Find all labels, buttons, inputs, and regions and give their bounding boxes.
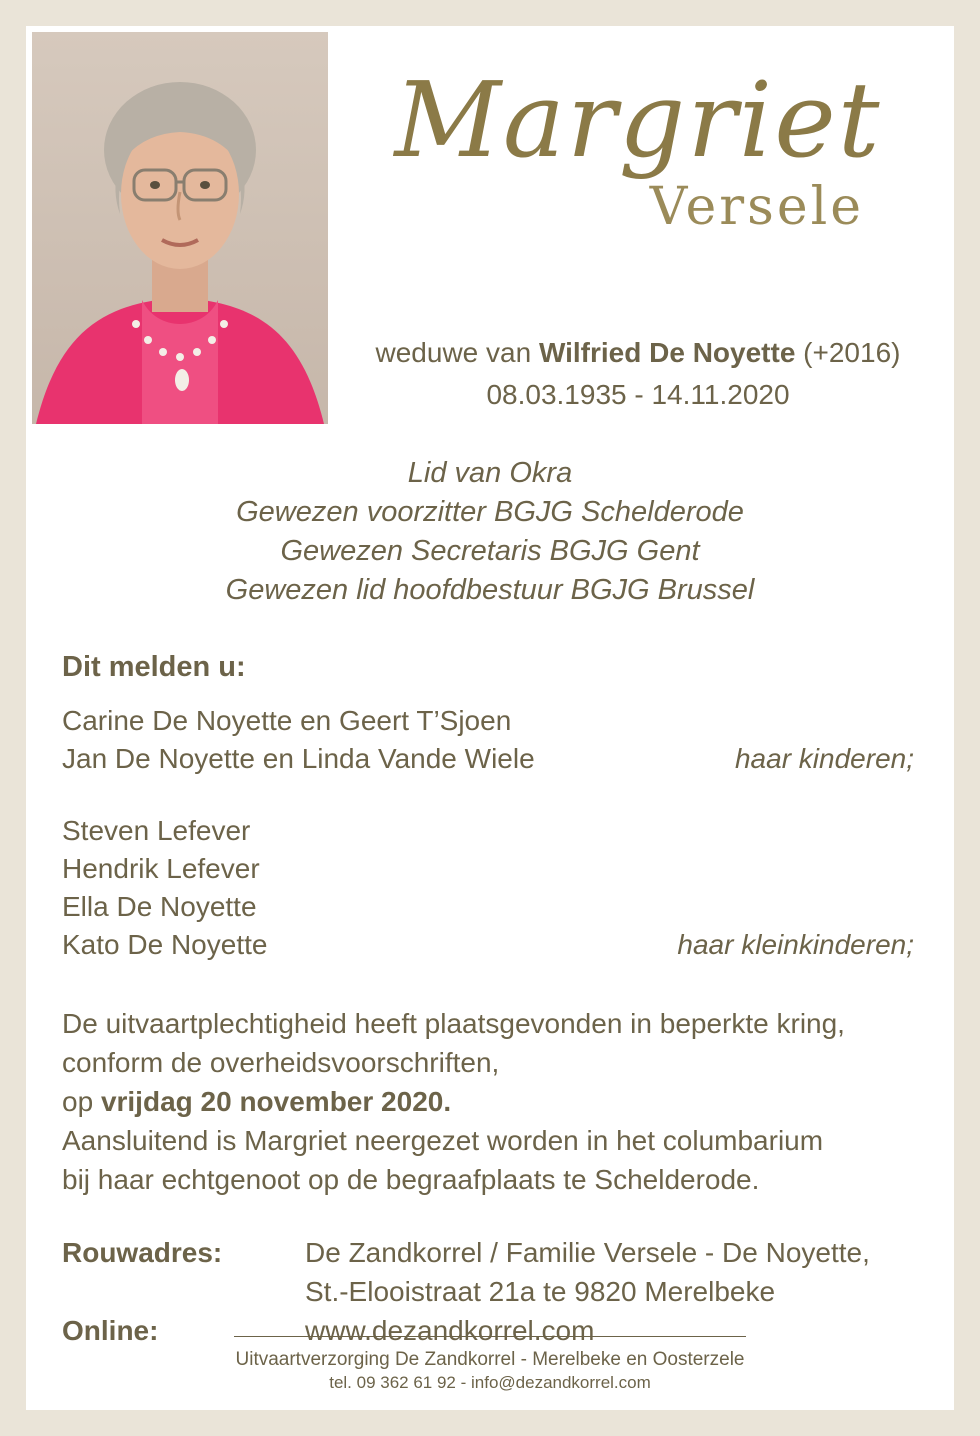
grandchildren-group (62, 812, 914, 964)
membership-line: Gewezen voorzitter BGJG Schelderode (236, 496, 744, 528)
relation-label: haar kinderen; (734, 743, 914, 774)
widow-suffix: (+2016) (795, 337, 901, 368)
footer-divider (234, 1336, 746, 1337)
footer-company: Uitvaartverzorging De Zandkorrel - Merelbeke en Oosterzele (235, 1349, 745, 1370)
ceremony-paragraph (62, 1004, 914, 1199)
rouwadres-value: St.-Elooistraat 21a te 9820 Merelbeke (305, 1276, 776, 1307)
ceremony-line: conform de overheidsvoorschriften, (62, 1047, 500, 1078)
ceremony-line: Aansluitend is Margriet neergezet worden in het columbarium (62, 1125, 824, 1156)
list-item (62, 812, 914, 850)
ceremony-date-prefix: op (62, 1086, 101, 1117)
life-dates: 08.03.1935 - 14.11.2020 (486, 379, 790, 410)
list-item (62, 888, 914, 926)
relation-label: haar kleinkinderen; (677, 929, 914, 960)
list-item (62, 702, 914, 740)
person-name: Steven Lefever (62, 815, 251, 846)
ceremony-line (62, 1082, 914, 1121)
ceremony-line: De uitvaartplechtigheid heeft plaatsgevonden in beperkte kring, (62, 1008, 845, 1039)
portrait-photo (32, 32, 328, 424)
last-name: Versele (649, 177, 864, 237)
contact-section (62, 1233, 914, 1350)
membership-line: Gewezen lid hoofdbestuur BGJG Brussel (225, 574, 755, 606)
children-group (62, 702, 914, 778)
widow-line (328, 336, 948, 370)
spacer (62, 1272, 305, 1311)
person-name: Jan De Noyette en Linda Vande Wiele (62, 743, 535, 774)
person-name: Ella De Noyette (62, 891, 257, 922)
title-block (328, 32, 948, 424)
footer-contact: tel. 09 362 61 92 - info@dezandkorrel.com (329, 1373, 651, 1392)
list-item (62, 926, 914, 964)
rouwadres-label: Rouwadres: (62, 1237, 223, 1268)
person-name: Hendrik Lefever (62, 853, 260, 884)
header-section (26, 26, 954, 424)
portrait-illustration (32, 32, 328, 424)
person-name: Carine De Noyette en Geert T’Sjoen (62, 705, 512, 736)
body-section (26, 650, 954, 1350)
ceremony-date: vrijdag 20 november 2020. (100, 1086, 452, 1117)
online-value: www.dezandkorrel.com (305, 1315, 595, 1346)
announcement-label: Dit melden u: (62, 651, 246, 683)
memorial-card (26, 26, 954, 1410)
widow-name: Wilfried De Noyette (538, 337, 796, 368)
list-item (62, 850, 914, 888)
person-name: Kato De Noyette (62, 929, 268, 960)
membership-line: Lid van Okra (407, 457, 573, 489)
ceremony-line: bij haar echtgenoot op de begraafplaats te Schelderode. (62, 1164, 760, 1195)
membership-line: Gewezen Secretaris BGJG Gent (280, 535, 700, 567)
rouwadres-value: De Zandkorrel / Familie Versele - De Noyette, (305, 1237, 870, 1268)
footer-section (26, 1336, 954, 1394)
list-item (62, 740, 914, 778)
memberships-list (26, 454, 954, 610)
widow-prefix: weduwe van (375, 337, 539, 368)
first-name: Margriet (394, 59, 882, 181)
online-label: Online: (62, 1315, 159, 1346)
